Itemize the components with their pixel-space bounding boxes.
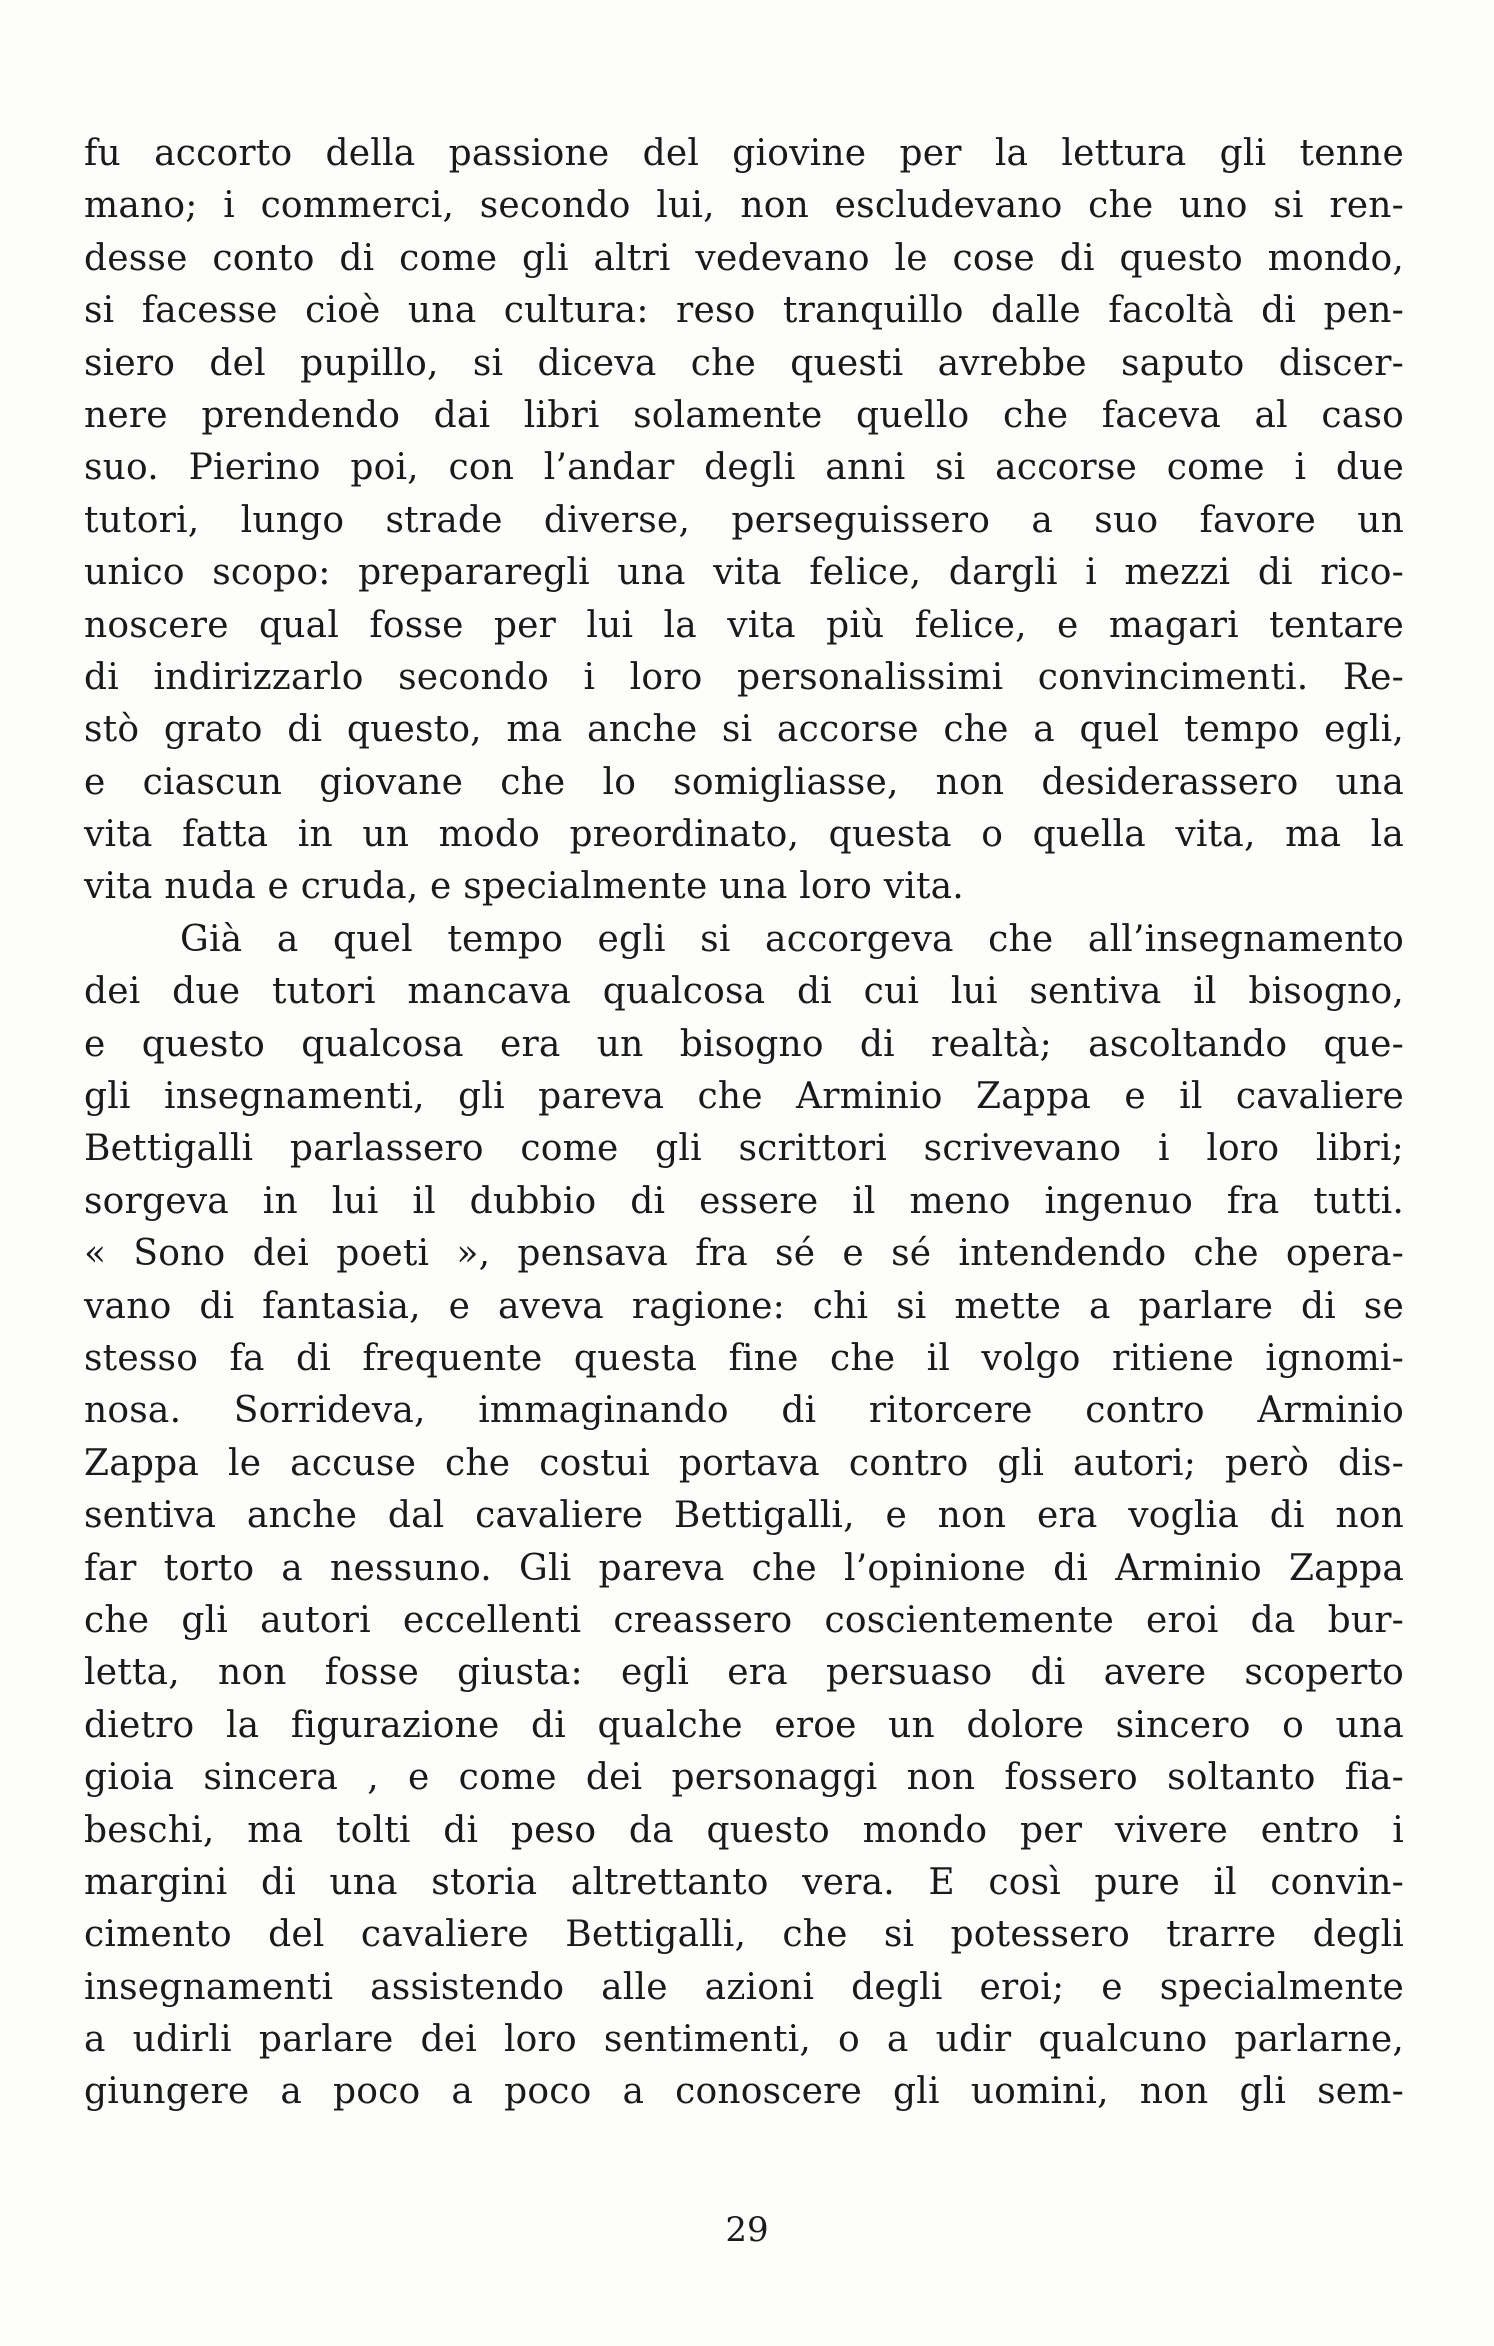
text-line: letta, non fosse giusta: egli era persuaso di avere scoperto	[84, 1652, 1404, 1694]
text-line: far torto a nessuno. Gli pareva che l’opinione di Arminio Zappa	[84, 1547, 1404, 1589]
text-line: dietro la figurazione di qualche eroe un dolore sincero o una	[84, 1704, 1404, 1746]
paragraph-end-line: vita nuda e cruda, e specialmente una loro vita.	[84, 866, 964, 908]
text-line: insegnamenti assistendo alle azioni degli eroi; e specialmente	[84, 1966, 1404, 2008]
text-line: sorgeva in lui il dubbio di essere il meno ingenuo fra tutti.	[84, 1180, 1404, 1222]
text-line: fu accorto della passione del giovine per la lettura gli tenne	[84, 133, 1404, 174]
text-line: noscere qual fosse per lui la vita più felice, e magari tentare	[84, 604, 1404, 646]
body-text	[84, 128, 1404, 2119]
text-line: dei due tutori mancava qualcosa di cui lui sentiva il bisogno,	[84, 971, 1404, 1013]
text-line: cimento del cavaliere Bettigalli, che si potessero trarre degli	[84, 1914, 1404, 1956]
text-line: stesso fa di frequente questa fine che il volgo ritiene ignomi-	[84, 1337, 1404, 1379]
text-line: suo. Pierino poi, con l’andar degli anni si accorse come i due	[84, 447, 1404, 489]
text-line: e ciascun giovane che lo somigliasse, non desiderassero una	[84, 761, 1404, 803]
text-line: a udirli parlare dei loro sentimenti, o a udir qualcuno parlarne,	[84, 2019, 1404, 2061]
text-line: si facesse cioè una cultura: reso tranquillo dalle facoltà di pen-	[84, 290, 1404, 332]
text-line: siero del pupillo, si diceva che questi avrebbe saputo discer-	[84, 342, 1404, 384]
text-line: tutori, lungo strade diverse, perseguissero a suo favore un	[84, 499, 1404, 541]
text-line: giungere a poco a poco a conoscere gli uomini, non gli sem-	[84, 2071, 1404, 2113]
text-line: « Sono dei poeti », pensava fra sé e sé intendendo che opera-	[84, 1233, 1404, 1275]
text-line: sentiva anche dal cavaliere Bettigalli, e non era voglia di non	[84, 1495, 1404, 1537]
text-line: vano di fantasia, e aveva ragione: chi si mette a parlare di se	[84, 1285, 1404, 1327]
text-line: e questo qualcosa era un bisogno di realtà; ascoltando que-	[84, 1023, 1404, 1065]
text-line: margini di una storia altrettanto vera. E così pure il convin-	[84, 1861, 1404, 1903]
text-line: che gli autori eccellenti creassero coscientemente eroi da bur-	[84, 1599, 1404, 1641]
paragraph-start-line: Già a quel tempo egli si accorgeva che all’insegnamento	[180, 918, 1404, 960]
text-line: nere prendendo dai libri solamente quello che faceva al caso	[84, 394, 1404, 436]
text-line: beschi, ma tolti di peso da questo mondo per vivere entro i	[84, 1809, 1404, 1851]
text-line: unico scopo: prepararegli una vita felice, dargli i mezzi di rico-	[84, 552, 1404, 594]
text-line: Bettigalli parlassero come gli scrittori scrivevano i loro libri;	[84, 1128, 1404, 1170]
text-line: mano; i commerci, secondo lui, non escludevano che uno si ren-	[84, 185, 1404, 227]
text-line: desse conto di come gli altri vedevano le cose di questo mondo,	[84, 237, 1404, 279]
text-line: stò grato di questo, ma anche si accorse che a quel tempo egli,	[84, 709, 1404, 751]
page-number: 29	[725, 2210, 769, 2250]
text-line: di indirizzarlo secondo i loro personalissimi convincimenti. Re-	[84, 656, 1404, 698]
text-line: vita fatta in un modo preordinato, questa o quella vita, ma la	[84, 814, 1404, 856]
text-line: Zappa le accuse che costui portava contro gli autori; però dis-	[84, 1442, 1404, 1484]
text-line: gli insegnamenti, gli pareva che Arminio Zappa e il cavaliere	[84, 1076, 1404, 1118]
text-line: gioia sincera , e come dei personaggi non fossero soltanto fia-	[84, 1757, 1404, 1799]
text-line: nosa. Sorrideva, immaginando di ritorcere contro Arminio	[84, 1390, 1404, 1432]
